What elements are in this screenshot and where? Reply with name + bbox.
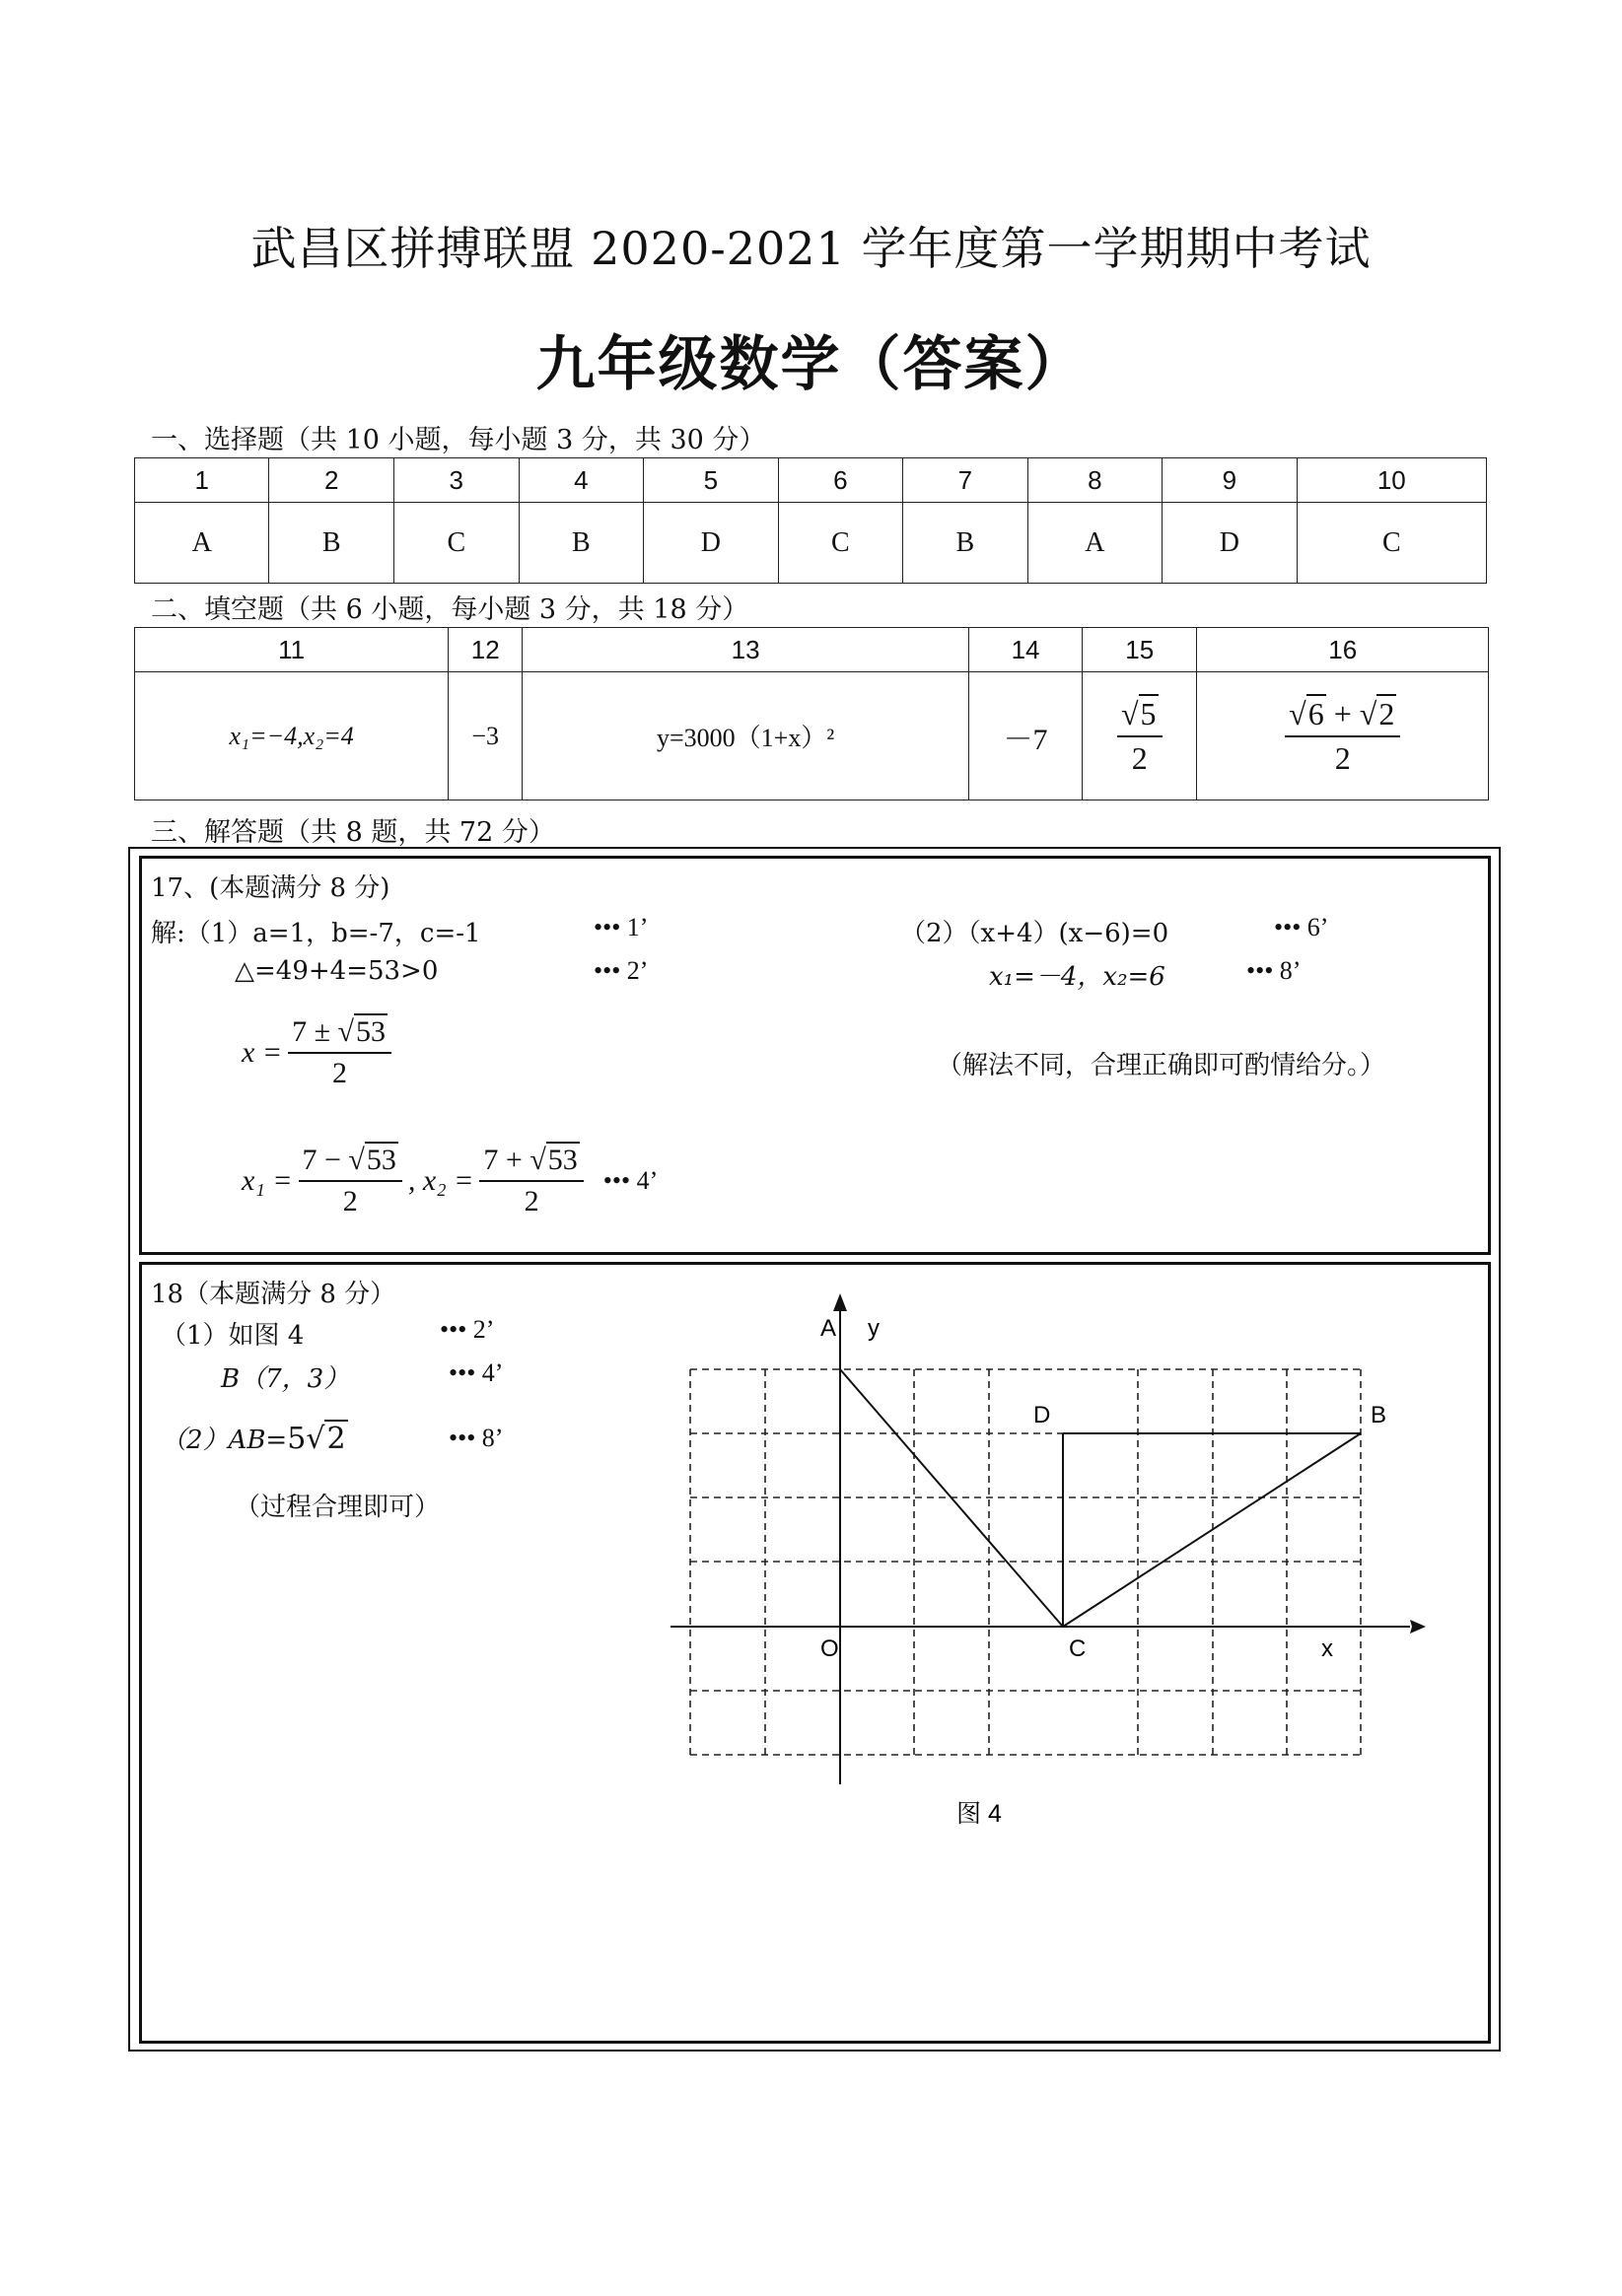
answer-11-text: x₁=−4,x₂=4 xyxy=(229,721,354,750)
q18-title: 18（本题满分 8 分） xyxy=(151,1280,396,1309)
exam-subtitle: 九年级数学（答案） xyxy=(535,330,1087,399)
q17-note: （解法不同，合理正确即可酌情给分。） xyxy=(937,1051,1386,1080)
formula-lhs: x₁ = xyxy=(242,1164,293,1197)
sqrt-radicand: 6 xyxy=(1307,695,1324,731)
question-number: 15 xyxy=(1083,628,1197,672)
formula-lhs: x = xyxy=(242,1036,283,1069)
fill-answer-table xyxy=(134,627,1489,800)
q17-part2-line2: x₁=－4，x₂=6 xyxy=(989,962,1165,992)
sqrt-radicand: 53 xyxy=(356,1015,386,1048)
question-number: 11 xyxy=(135,628,449,672)
table-row xyxy=(135,672,1489,800)
fraction-numerator-part: 7 + xyxy=(483,1144,523,1176)
label-B: B xyxy=(1371,1402,1387,1428)
fraction-denominator: 2 xyxy=(1131,739,1148,776)
answer-cell: A xyxy=(135,503,269,584)
table-row xyxy=(135,503,1487,584)
question-number: 3 xyxy=(394,458,520,503)
question-number: 14 xyxy=(969,628,1083,672)
answer-cell: B xyxy=(269,503,394,584)
table-row xyxy=(135,458,1487,503)
score-mark: ••• 2’ xyxy=(594,956,649,985)
section3-heading: 三、解答题（共 8 题，共 72 分） xyxy=(151,817,555,848)
q18-line2: B（7，3） xyxy=(221,1364,350,1394)
fraction-numerator-part: 7 ± xyxy=(292,1015,331,1048)
question-number: 16 xyxy=(1197,628,1489,672)
sqrt-radicand: 5 xyxy=(1140,695,1157,731)
formula-fraction: $\frac{7 + √53}{2}$ xyxy=(479,1144,583,1218)
label-x: x xyxy=(1321,1635,1333,1662)
q18-note: （过程合理即可） xyxy=(235,1493,441,1522)
plus-sign: + xyxy=(1333,695,1352,731)
answer-cell-13 xyxy=(523,672,969,800)
table-row xyxy=(135,628,1489,672)
score-mark: ••• 4’ xyxy=(602,1166,659,1195)
label-y: y xyxy=(868,1315,880,1342)
fraction-numerator-part: 7 − xyxy=(302,1144,341,1176)
formula-lhs: , x₂ = xyxy=(407,1164,474,1197)
question-number: 7 xyxy=(903,458,1028,503)
fraction-denominator: 2 xyxy=(1334,739,1351,776)
question-number: 6 xyxy=(778,458,903,503)
dashed-grid xyxy=(690,1369,1361,1755)
answer-13-text: y=3000（1+x）² xyxy=(657,724,835,752)
fraction-denominator: 2 xyxy=(332,1057,348,1089)
section2-heading: 二、填空题（共 6 小题，每小题 3 分，共 18 分） xyxy=(151,594,749,625)
question-number: 8 xyxy=(1027,458,1162,503)
x-axis-arrow xyxy=(1410,1620,1426,1634)
question-number: 4 xyxy=(519,458,644,503)
q18-line3: （2）AB= 5 √2 xyxy=(161,1422,346,1456)
question-number: 13 xyxy=(523,628,969,672)
sqrt-radicand: 2 xyxy=(326,1422,346,1456)
section1-heading: 一、选择题（共 10 小题，每小题 3 分，共 30 分） xyxy=(151,425,766,455)
q17-part2-line1: （2）（x+4）(x−6)=0 xyxy=(900,919,1169,948)
answer-cell-11 xyxy=(135,672,449,800)
segment-CB xyxy=(1063,1433,1361,1627)
question-number: 12 xyxy=(449,628,523,672)
sqrt-radicand: 2 xyxy=(1378,695,1395,731)
formula-fraction: $\frac{7 \pm √53}{2}$ xyxy=(288,1015,391,1090)
q18-ab-coef: 5 xyxy=(287,1422,307,1456)
label-D: D xyxy=(1033,1402,1051,1428)
label-O: O xyxy=(820,1635,839,1662)
score-mark: ••• 4’ xyxy=(449,1358,504,1387)
question-number: 9 xyxy=(1163,458,1297,503)
score-mark: ••• 8’ xyxy=(1246,956,1302,985)
fraction-denominator: 2 xyxy=(342,1185,358,1218)
score-mark: ••• 6’ xyxy=(1274,913,1329,941)
answer-cell-14 xyxy=(969,672,1083,800)
answer-cell: C xyxy=(778,503,903,584)
q17-title: 17、(本题满分 8 分) xyxy=(151,873,390,903)
question-number: 10 xyxy=(1297,458,1486,503)
question-number: 2 xyxy=(269,458,394,503)
answer-cell: C xyxy=(1297,503,1486,584)
q18-line1: （1）如图 4 xyxy=(161,1321,305,1351)
formula-fraction: $\frac{7 - √53}{2}$ xyxy=(299,1144,402,1218)
answer-cell: B xyxy=(519,503,644,584)
answer-15-fraction: $\frac{√5}{2}$ xyxy=(1117,696,1163,777)
answer-cell: D xyxy=(644,503,778,584)
figure-caption: 图 4 xyxy=(956,1800,1002,1828)
choice-answer-table xyxy=(134,457,1487,584)
score-mark: ••• 8’ xyxy=(449,1424,504,1452)
answer-cell-12 xyxy=(449,672,523,800)
exam-title: 武昌区拼搏联盟 2020-2021 学年度第一学期期中考试 xyxy=(250,222,1372,275)
score-mark: ••• 1’ xyxy=(594,913,649,941)
answer-16-fraction: $\frac{√6 + √2}{2}$ xyxy=(1285,696,1400,777)
answer-12-text: −3 xyxy=(471,721,500,750)
label-A: A xyxy=(820,1315,837,1342)
q17-formula-x xyxy=(242,1015,391,1090)
answer-cell: A xyxy=(1027,503,1162,584)
sqrt-radicand: 53 xyxy=(547,1144,578,1176)
score-mark: ••• 2’ xyxy=(440,1315,495,1344)
answer-cell: C xyxy=(394,503,520,584)
answer-cell: B xyxy=(903,503,1028,584)
q17-formula-roots xyxy=(242,1144,658,1218)
answer-cell: D xyxy=(1163,503,1297,584)
fraction-denominator: 2 xyxy=(524,1185,539,1218)
answer-cell-16 xyxy=(1197,672,1489,800)
y-axis-arrow xyxy=(833,1293,847,1311)
answer-cell-15 xyxy=(1083,672,1197,800)
sqrt-radicand: 53 xyxy=(366,1144,396,1176)
question-number: 1 xyxy=(135,458,269,503)
q18-ab-label: （2）AB= xyxy=(161,1426,288,1455)
question-number: 5 xyxy=(644,458,778,503)
q17-line1: 解:（1）a=1，b=-7，c=-1 xyxy=(151,919,481,948)
q17-line2: △=49+4=53>0 xyxy=(235,956,439,986)
label-C: C xyxy=(1069,1635,1087,1662)
coordinate-figure xyxy=(651,1291,1430,1844)
answer-14-text: －7 xyxy=(1003,723,1048,756)
